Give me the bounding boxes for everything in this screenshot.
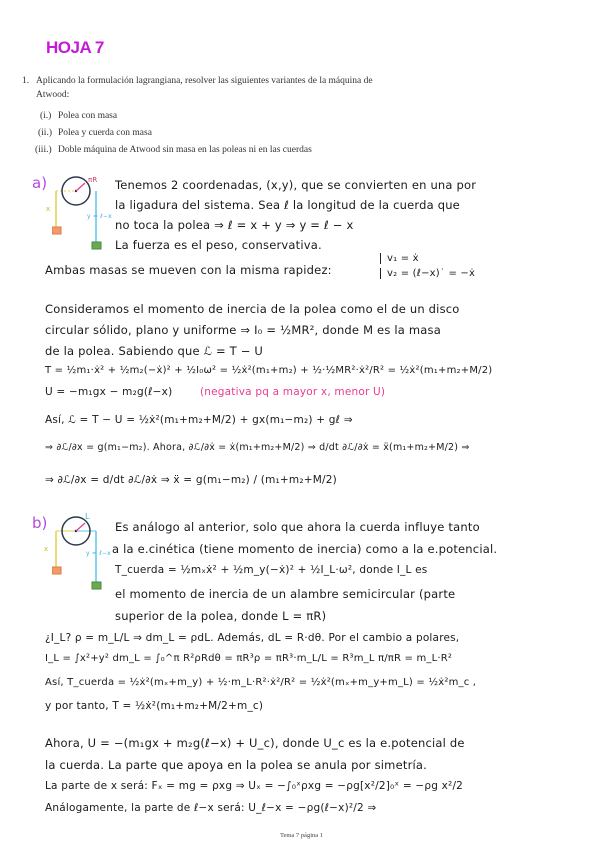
text-line: el momento de inercia de un alambre semicircular (parte: [115, 587, 456, 601]
text-line: La fuerza es el peso, conservativa.: [115, 238, 322, 252]
formula-result: ⇒ ∂ℒ/∂x = d/dt ∂ℒ/∂ẋ ⇒ ẍ = g(m₁−m₂) / (m₁+m₂+M/2): [45, 474, 337, 486]
text-line: la cuerda. La parte que apoya en la polea se anula por simetría.: [45, 758, 427, 772]
x-label: x: [46, 205, 51, 213]
text-line: Es análogo al anterior, solo que ahora la cuerda influye tanto: [115, 520, 480, 534]
formula-T-total: y por tanto, T = ½ẋ²(m₁+m₂+M/2+m_c): [45, 700, 264, 712]
formula-T: T = ½m₁·ẋ² + ½m₂(−ẋ)² + ½I₀ω² = ½ẋ²(m₁+m₂) + ½·½MR²·ẋ²/R² = ½ẋ²(m₁+m₂+M/2): [45, 365, 493, 376]
x-label: x: [44, 545, 49, 553]
text-line: Tenemos 2 coordenadas, (x,y), que se convierten en una por: [115, 178, 477, 192]
formula-U: U = −m₁gx − m₂g(ℓ−x): [45, 386, 173, 398]
formula-Ux: La parte de x será: Fₓ = mg = ρxg ⇒ Uₓ = −∫₀ˣρxg = −ρg[x²/2]₀ˣ = −ρg x²/2: [45, 780, 464, 792]
formula-T-rope-final: Así, T_cuerda = ½ẋ²(mₓ+m_y) + ½·m_L·R²·ẋ²/R² = ½ẋ²(mₓ+m_y+m_L) = ½ẋ²m_c ,: [45, 677, 477, 688]
text-line: ¿I_L? ρ = m_L/L ⇒ dm_L = ρdL. Además, dL = R·dθ. Por el cambio a polares,: [45, 632, 460, 644]
note-negative: (negativa pq a mayor x, menor U): [200, 386, 386, 398]
text-line: Ahora, U = −(m₁gx + m₂g(ℓ−x) + U_c), donde U_c es la e.potencial de: [45, 736, 465, 750]
formula-derivatives: ⇒ ∂ℒ/∂x = g(m₁−m₂). Ahora, ∂ℒ/∂ẋ = ẋ(m₁+m₂+M/2) ⇒ d/dt ∂ℒ/∂ẋ = ẍ(m₁+m₂+M/2) ⇒: [45, 442, 470, 453]
item-text: Doble máquina de Atwood sin masa en las poleas ni en las cuerdas: [58, 145, 312, 155]
formula-T-rope: T_cuerda = ½mₓẋ² + ½m_y(−ẋ)² + ½I_L·ω², donde I_L es: [115, 564, 428, 576]
problem-statement-cont: Atwood:: [36, 90, 70, 100]
item-marker: (ii.): [38, 128, 52, 138]
mass-2-icon: [92, 582, 101, 589]
text-line: no toca la polea ⇒ ℓ = x + y ⇒ y = ℓ − x: [115, 218, 354, 232]
text-line: Ambas masas se mueven con la misma rapidez:: [45, 263, 332, 277]
pulley-diagram-a: [52, 174, 108, 250]
text-line: a la e.cinética (tiene momento de inercia) como a la e.potencial.: [112, 542, 498, 556]
length-label: L: [85, 512, 90, 521]
mass-1-icon: [52, 567, 61, 574]
text-line: Consideramos el momento de inercia de la polea como el de un disco: [45, 302, 460, 316]
text-line: superior de la polea, donde L = πR): [115, 609, 327, 623]
y-label: y = ℓ−x: [86, 550, 111, 557]
text-line: la ligadura del sistema. Sea ℓ la longitud de la cuerda que: [115, 198, 460, 212]
part-a-label: a): [32, 174, 48, 192]
mass-1-icon: [52, 227, 61, 234]
item-marker: (iii.): [35, 145, 52, 155]
radius-label: πR: [88, 176, 98, 184]
formula-L: Así, ℒ = T − U = ½ẋ²(m₁+m₂+M/2) + gx(m₁−m₂) + gℓ ⇒: [45, 414, 353, 426]
y-label: y = ℓ−x: [87, 213, 112, 220]
text-line: de la polea. Sabiendo que ℒ = T − U: [45, 344, 264, 358]
page-title: HOJA 7: [46, 38, 104, 57]
item-text: Polea con masa: [58, 111, 118, 121]
part-b-label: b): [32, 514, 48, 532]
item-marker: (i.): [40, 111, 52, 121]
formula-Ul-x: Análogamente, la parte de ℓ−x será: U_ℓ−x = −ρg(ℓ−x)²/2 ⇒: [45, 802, 377, 814]
velocity-2: v₂ = (ℓ−x)˙ = −ẋ: [380, 268, 475, 279]
item-text: Polea y cuerda con masa: [58, 128, 152, 138]
formula-IL: I_L = ∫x²+y² dm_L = ∫₀^π R²ρRdθ = πR³ρ = πR³·m_L/L = R³m_L π/πR = m_L·R²: [45, 653, 453, 664]
page-footer: Tema 7 página 1: [279, 832, 324, 839]
velocity-1: v₁ = ẋ: [380, 253, 419, 264]
problem-statement: Aplicando la formulación lagrangiana, resolver las siguientes variantes de la máquina de: [36, 76, 373, 86]
problem-number: 1.: [22, 76, 30, 86]
text-line: circular sólido, plano y uniforme ⇒ I₀ = ½MR², donde M es la masa: [45, 323, 441, 337]
mass-2-icon: [92, 242, 101, 249]
